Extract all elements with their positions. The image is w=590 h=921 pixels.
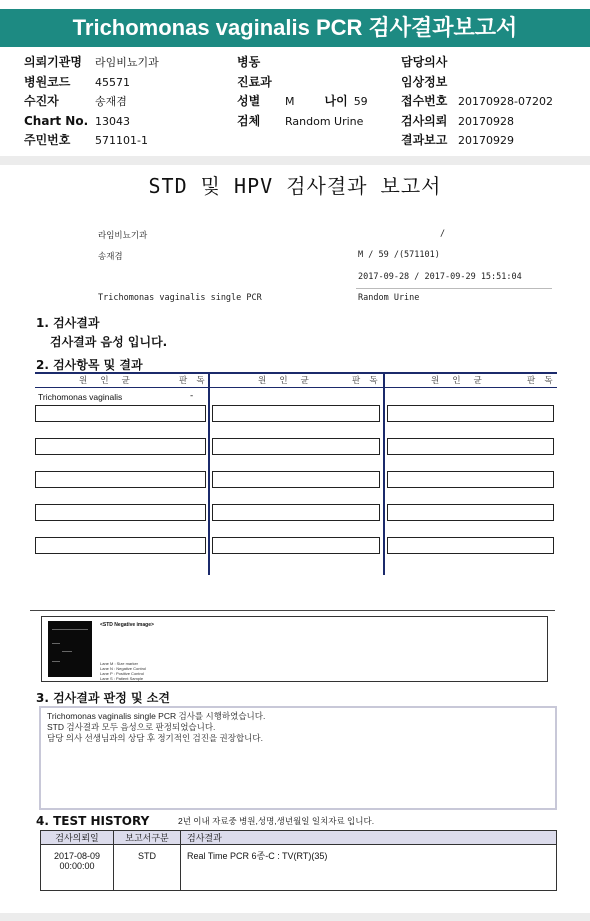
info-value: 571101-1 [95,134,148,147]
column-header-organism: 원 인 균 [431,376,486,386]
item-organism-name: Trichomonas vaginalis [38,392,123,402]
column-separator [383,372,385,575]
info-label: 검체 [237,113,261,128]
column-header-organism: 원 인 균 [79,376,134,386]
info-value: 라임비뇨기과 [95,56,159,69]
history-result: Real Time PCR 6종-C : TV(RT)(35) [181,845,557,891]
result-box [387,438,554,455]
bottom-divider [0,913,590,921]
column-header [35,374,208,387]
info-label: 담당의사 [401,55,448,69]
result-box [35,504,206,521]
report-patient: 송재겸 [98,252,123,262]
info-value: 20170929 [458,134,514,147]
gel-band [52,629,88,630]
gel-band [62,651,72,652]
column-header [210,374,383,387]
gel-band [52,643,60,644]
info-value: 송재겸 [95,95,127,108]
separator-line [30,610,555,611]
gel-legend-line: Lane N : Negative Control [100,666,147,671]
column-separator [208,372,210,575]
column-header-result: 판 독 [179,376,207,386]
result-box [212,405,380,422]
report-test-name: Trichomonas vaginalis single PCR [98,293,262,303]
result-box [35,405,206,422]
table-row [41,845,557,891]
info-label: 수진자 [24,94,59,108]
result-box [387,537,554,554]
patient-info-column-3 [401,53,553,151]
table-header-rule [35,387,557,388]
column-header-result: 판 독 [527,376,555,386]
info-label: 의뢰기관명 [24,55,82,69]
age-label: 나이 [324,94,348,108]
info-value: 13043 [95,114,130,128]
opinion-line: 담당 의사 선생님과의 상담 후 정기적인 검진을 권장합니다. [47,733,263,743]
history-date: 2017-08-09 [53,851,101,861]
result-box [212,471,380,488]
meta-rule [356,288,552,289]
section-4-heading: 4. TEST HISTORY [36,814,150,828]
info-label: 검사의뢰 [401,113,448,128]
info-value: 20170928 [458,114,514,128]
opinion-box [39,706,557,810]
test-history-table [40,830,557,891]
info-label: 병동 [237,55,261,69]
result-box [387,405,554,422]
table-header-row [41,831,557,845]
result-box [387,471,554,488]
gel-legend [100,661,146,681]
gel-image-panel [41,616,548,682]
patient-info-column-1 [24,53,159,151]
report-sex-age: M / 59 /(571101) [358,250,440,260]
gel-caption: <STD Negative image> [100,622,154,628]
history-time: 00:00:00 [59,861,95,871]
report-header-title: Trichomonas vaginalis PCR 검사결과보고서 [0,9,590,47]
info-label: 진료과 [237,74,272,89]
result-box [212,537,380,554]
info-label: 성별 [237,94,261,108]
result-box [212,438,380,455]
report-clinic: 라임비뇨기과 [98,231,148,241]
result-box [212,504,380,521]
header-test-result: 검사결과 [181,831,557,845]
item-result: - [190,391,194,401]
info-value: M [285,95,295,108]
result-box [35,471,206,488]
info-label: 결과보고 [401,133,448,147]
result-box [35,537,206,554]
column-header-organism: 원 인 균 [258,376,313,386]
result-box [387,504,554,521]
header-report-type: 보고서구분 [114,831,181,845]
patient-info-column-2 [237,53,368,131]
report-specimen: Random Urine [358,293,420,303]
result-box [35,438,206,455]
info-label: Chart No. [24,113,89,128]
section-3-heading: 3. 검사결과 판정 및 소견 [36,691,170,705]
report-dates: 2017-09-28 / 2017-09-29 15:51:04 [358,272,522,282]
section-divider [0,156,590,165]
section-2-heading: 2. 검사항목 및 결과 [36,358,143,372]
info-value: Random Urine [285,114,364,128]
report-slash: / [440,229,446,239]
info-label: 임상정보 [401,74,448,89]
opinion-line: STD 검사결과 모두 음성으로 판정되었습니다. [47,722,216,732]
column-header [385,374,557,387]
gel-band [52,661,60,662]
info-value: 45571 [95,75,130,89]
info-label: 병원코드 [24,74,71,89]
report-title: STD 및 HPV 검사결과 보고서 [148,174,442,198]
gel-legend-line: Lane P : Positive Control [100,671,144,676]
opinion-line: Trichomonas vaginalis single PCR 검사를 시행하였습니다. [47,711,266,721]
history-note: 2년 이내 자료중 병원,성명,생년월일 일치자료 입니다. [178,816,375,826]
column-header-result: 판 독 [352,376,380,386]
section-1-heading: 1. 검사결과 [36,316,100,330]
age-value: 59 [353,95,368,108]
info-label: 주민번호 [24,133,71,147]
gel-electrophoresis-image [48,621,92,677]
history-type: STD [114,845,181,891]
info-value: 20170928-07202 [458,95,553,108]
history-date-cell [41,845,114,891]
result-summary: 검사결과 음성 입니다. [50,335,168,349]
gel-legend-line: Lane M : Size marker [100,661,139,666]
info-label: 접수번호 [401,94,448,108]
gel-legend-line: Lane S : Patient Sample [100,676,144,681]
header-request-date: 검사의뢰일 [41,831,114,845]
